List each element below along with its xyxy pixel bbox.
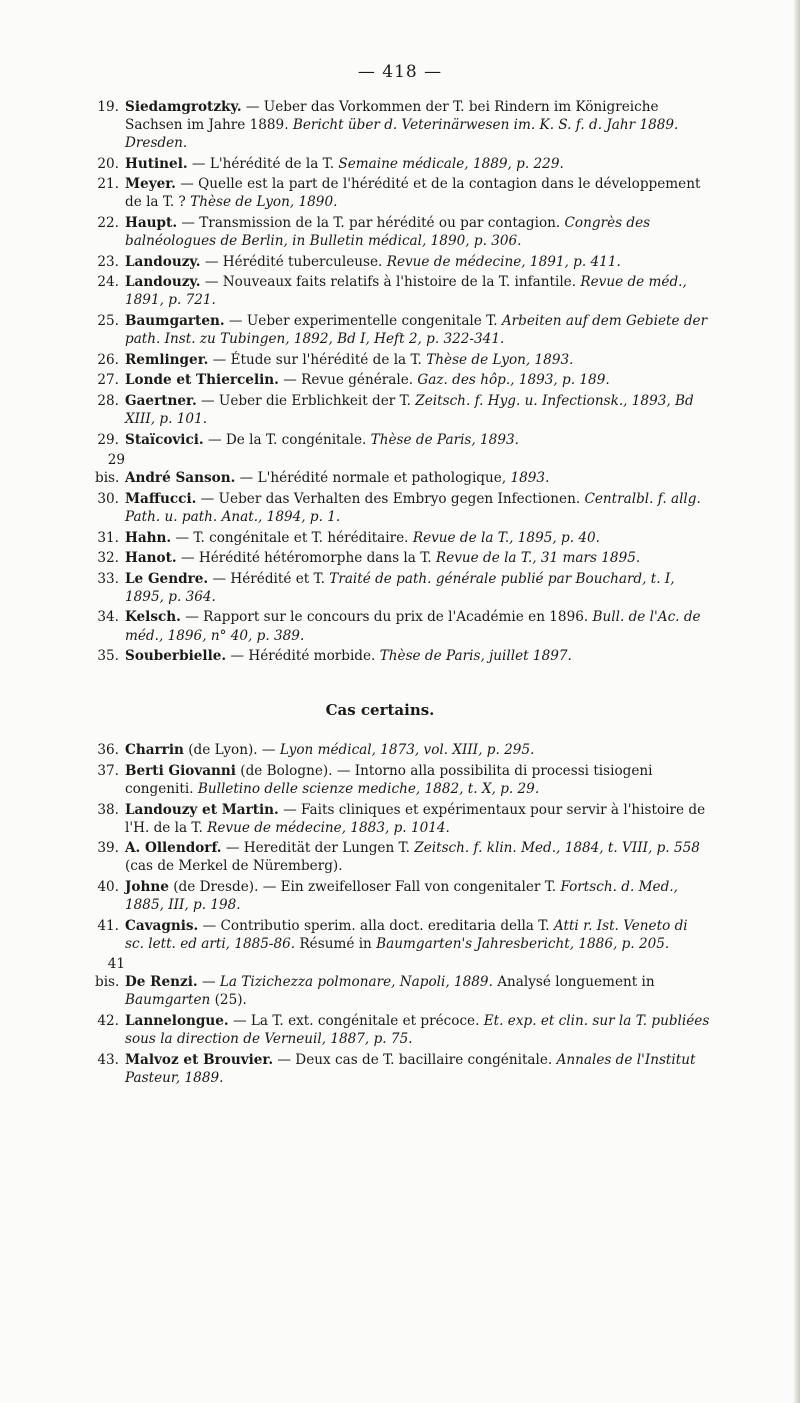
entry-source: Thèse de Paris, juillet 1897. [379,648,572,665]
entry-author: Landouzy. [125,274,201,291]
bibliography-entry [95,839,710,875]
bibliography-entry [95,762,710,798]
entry-text: — Revue générale. [278,372,418,389]
entry-text: — La T. ext. congénitale et précoce. [228,1013,484,1030]
bibliography-entry [95,1012,710,1048]
entry-number: 29. [97,431,119,448]
entry-number: 42. [97,1013,119,1030]
bibliography-list [0,98,710,665]
entry-author: Hutinel. [125,155,188,172]
entry-text: — Ueber das Vorkommen der T. bei Rindern im Königreiche Sachsen im Jahre 1889. [125,99,659,134]
entry-source: Thèse de Paris, 1893. [370,431,519,448]
bibliography-entry [95,253,710,271]
entry-author: Maffucci. [125,490,197,507]
entry-number: 37. [97,762,119,779]
entry-source: Bull. de l'Ac. de méd., 1896, n° 40, p. 389. [125,609,701,644]
entry-text: (de Bologne). — Intorno alla possibilita di processi tisiogeni congeniti. [125,762,653,797]
bibliography-entry [95,878,710,914]
entry-number: 21. [97,176,119,193]
bibliography-entry [95,955,710,1009]
entry-author: Landouzy et Martin. [125,801,279,818]
entry-source: Semaine médicale, 1889, p. 229. [338,155,564,172]
entry-author: Staïcovici. [125,431,204,448]
entry-source: Bulletino delle scienze mediche, 1882, t. X, p. 29. [197,780,540,797]
bibliography-entry [95,273,710,309]
bibliography-entry [95,608,710,644]
entry-number: 41 bis. [95,956,125,991]
entry-source: Centralbl. f. allg. Path. u. path. Anat., 1894, p. 1. [125,490,701,525]
entry-source: Gaz. des hôp., 1893, p. 189. [417,372,610,389]
bibliography-entry [95,312,710,348]
bibliography-entry [95,214,710,250]
entry-text: — [197,974,220,991]
entry-text: — L'hérédité de la T. [187,155,339,172]
entry-author: Remlinger. [125,351,209,368]
entry-text: — Heredität der Lungen T. [221,840,415,857]
bibliography-entry [95,451,710,487]
entry-author: Landouzy. [125,253,201,270]
entry-number: 35. [97,648,119,665]
entry-source: Revue de méd., 1891, p. 721. [125,274,687,309]
entry-source: Revue de la T., 31 mars 1895. [435,550,641,567]
entry-text: — Rapport sur le concours du prix de l'Académie en 1896. [180,609,593,626]
entry-number: 27. [97,372,119,389]
entry-text: — Étude sur l'hérédité de la T. [208,351,427,368]
entry-number: 43. [97,1051,119,1068]
bibliography-entry [95,351,710,369]
entry-source: Bericht über d. Veterinärwesen im. K. S. f. d. Jahr 1889. Dresden. [125,117,679,152]
entry-author: Hanot. [125,550,177,567]
page-edge-shadow [794,0,800,1403]
entry-text: (25). [210,992,247,1009]
entry-source: Lyon médical, 1873, vol. XIII, p. 295. [279,742,535,759]
entry-text: — L'hérédité normale et pathologique, [235,470,511,487]
entry-text: — Nouveaux faits relatifs à l'histoire de la T. infantile. [200,274,581,291]
entry-author: Malvoz et Brouvier. [125,1051,274,1068]
bibliography-entry [95,1051,710,1087]
entry-number: 20. [97,155,119,172]
entry-author: De Renzi. [125,974,198,991]
entry-text: — Quelle est la part de l'hérédité et de la contagion dans le développement de la T. ? [125,176,701,211]
entry-source: Thèse de Lyon, 1893. [426,351,574,368]
bibliography-entry [95,371,710,389]
entry-author: Kelsch. [125,609,181,626]
bibliography-entry [95,175,710,211]
entry-source: Revue de la T., 1895, p. 40. [412,529,600,546]
entry-author: Hahn. [125,529,172,546]
entry-source: Fortsch. d. Med., 1885, III, p. 198. [125,878,678,913]
entry-source: Annales de l'Institut Pasteur, 1889. [125,1051,696,1086]
entry-number: 40. [97,878,119,895]
entry-text: — Deux cas de T. bacillaire congénitale. [273,1051,557,1068]
entry-author: Cavagnis. [125,917,199,934]
entry-text: — Hérédité hétéromorphe dans la T. [176,550,436,567]
entry-author: André Sanson. [125,470,236,487]
entry-text: Analysé longuement in [492,974,655,991]
entry-text: — Hérédité et T. [208,570,330,587]
bibliography-entry [95,741,710,759]
entry-number: 33. [97,570,119,587]
entry-text: (cas de Merkel de Nüremberg). [125,858,343,875]
entry-text: — Ueber die Erblichkeit der T. [196,392,416,409]
entry-number: 23. [97,253,119,270]
entry-source: Baumgarten [125,992,211,1009]
entry-author: Haupt. [125,215,178,232]
entry-author: Charrin [125,742,184,759]
bibliography-entry [95,392,710,428]
entry-number: 24. [97,274,119,291]
entry-number: 38. [97,801,119,818]
entry-number: 36. [97,742,119,759]
entry-source: 1893. [510,470,550,487]
entry-author: Gaertner. [125,392,197,409]
entry-number: 28. [97,392,119,409]
entry-source: Traité de path. générale publié par Bouchard, t. I, 1895, p. 364. [125,570,675,605]
bibliography-list-cases [0,741,710,1087]
entry-number: 41. [97,917,119,934]
entry-text: — De la T. congénitale. [203,431,371,448]
entry-source: Arbeiten auf dem Gebiete der path. Inst. zu Tubingen, 1892, Bd I, Heft 2, p. 322-341. [125,313,708,348]
entry-author: Meyer. [125,176,176,193]
entry-text: — Faits cliniques et expérimentaux pour servir à l'histoire de l'H. de la T. [125,801,706,836]
entry-text: (de Dresde). — Ein zweifelloser Fall von congenitaler T. [168,878,561,895]
bibliography-entry [95,431,710,449]
section-heading: Cas certains. [325,701,435,720]
entry-text: — Contributio sperim. alla doct. ereditaria della T. [198,917,554,934]
entry-author: Lannelongue. [125,1013,229,1030]
entry-author: Le Gendre. [125,570,209,587]
entry-author: Baumgarten. [125,313,225,330]
entry-text: — Ueber das Verhalten des Embryo gegen Infectionen. [196,490,585,507]
bibliography-entry [95,647,710,665]
bibliography-entry [95,490,710,526]
bibliography-entry [95,549,710,567]
page-number: — 418 — [357,62,443,82]
entry-author: Siedamgrotzky. [125,99,242,115]
entry-number: 29 bis. [95,452,125,487]
entry-number: 31. [97,529,119,546]
entry-text: — Hérédité tuberculeuse. [200,253,387,270]
entry-text: — Ueber experimentelle congenitale T. [224,313,502,330]
entry-text: — Transmission de la T. par hérédité ou par contagion. [177,215,565,232]
entry-number: 32. [97,550,119,567]
entry-author: Johne [125,878,169,895]
entry-source: Et. exp. et clin. sur la T. publiées sous la direction de Verneuil, 1887, p. 75. [125,1013,710,1048]
entry-author: Londe et Thiercelin. [125,372,279,389]
bibliography-entry [95,570,710,606]
entry-author: Souberbielle. [125,648,227,665]
entry-source: Thèse de Lyon, 1890. [190,194,338,211]
entry-number: 34. [97,609,119,626]
entry-number: 30. [97,490,119,507]
entry-number: 39. [97,840,119,857]
entry-source: Zeitsch. f. Hyg. u. Infectionsk., 1893, Bd XIII, p. 101. [125,392,694,427]
entry-author: Berti Giovanni [125,762,236,779]
entry-number: 19. [97,99,119,115]
entry-author: A. Ollendorf. [125,840,222,857]
entry-text: — T. congénitale et T. héréditaire. [171,529,413,546]
entry-number: 26. [97,351,119,368]
entry-text: (de Lyon). — [183,742,280,759]
entry-text: — Hérédité morbide. [226,648,380,665]
entry-source: Baumgarten's Jahresbericht, 1886, p. 205. [376,935,670,952]
entry-source: Atti r. Ist. Veneto di sc. lett. ed arti, 1885-86. [125,917,688,952]
bibliography-entry [95,917,710,953]
entry-source: Revue de médecine, 1891, p. 411. [386,253,621,270]
bibliography-entry [95,801,710,837]
entry-number: 22. [97,215,119,232]
entry-source: Zeitsch. f. klin. Med., 1884, t. VIII, p. 558 [414,840,700,857]
bibliography-entry [95,98,710,152]
entry-number: 25. [97,313,119,330]
entry-text: Résumé in [295,935,377,952]
entry-source: Revue de médecine, 1883, p. 1014. [207,819,450,836]
bibliography-entry [95,155,710,173]
entry-source: La Tizichezza polmonare, Napoli, 1889. [219,974,493,991]
entry-source: Congrès des balnéologues de Berlin, in Bulletin médical, 1890, p. 306. [125,215,651,250]
bibliography-entry [95,529,710,547]
